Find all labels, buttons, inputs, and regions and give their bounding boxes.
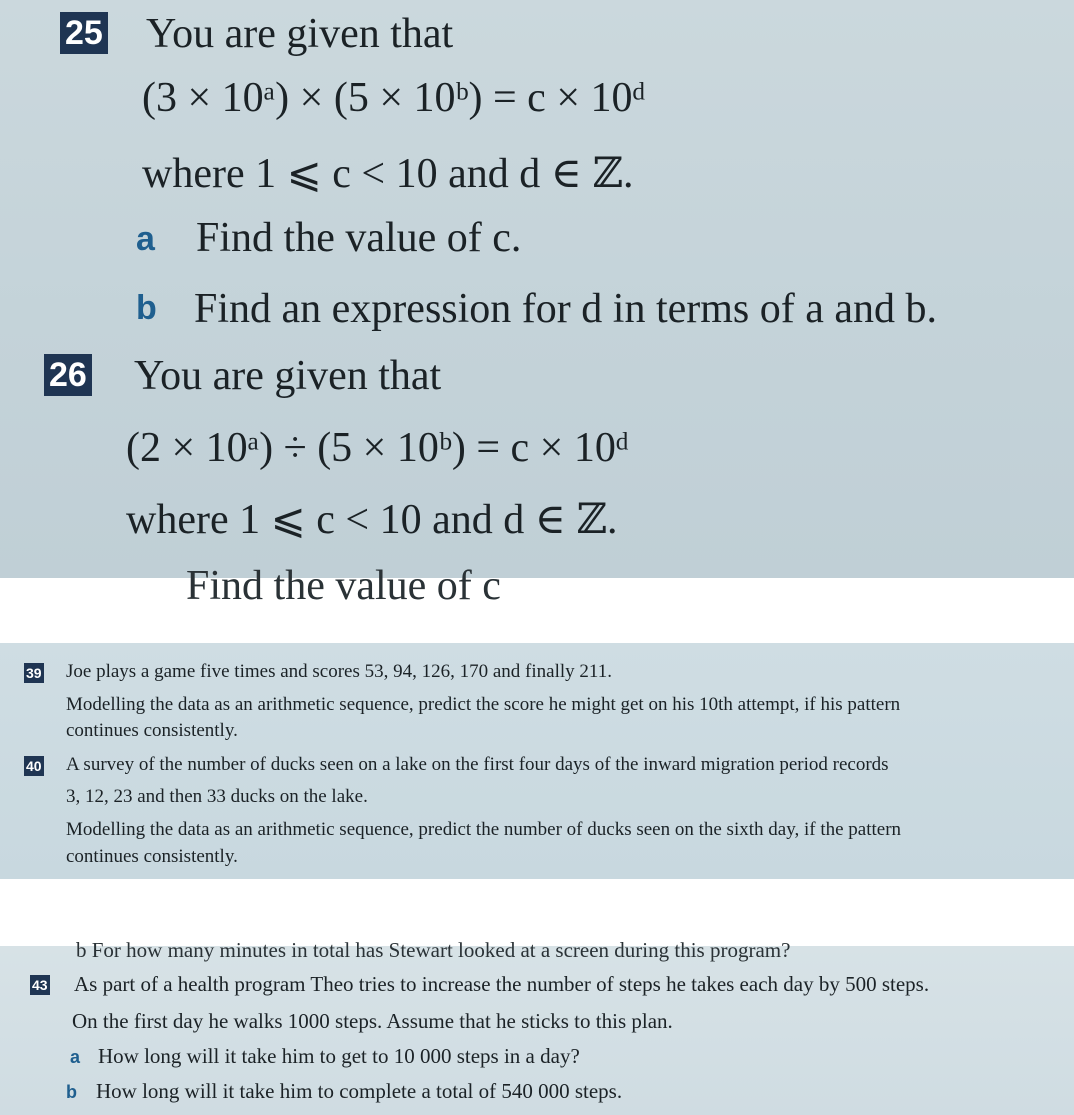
q39-line-1: Joe plays a game five times and scores 53, 94, 126, 170 and finally 211. [66, 661, 612, 682]
question-number-39: 39 [26, 665, 42, 681]
question-number-25: 25 [60, 12, 108, 54]
q40-line-4: continues consistently. [66, 846, 238, 867]
q25-part-b-text: Find an expression for d in terms of a and b. [194, 286, 938, 332]
q25-intro: You are given that [146, 11, 454, 57]
q43-part-a-text: How long will it take him to get to 10 000 steps in a day? [98, 1044, 580, 1068]
textbook-panel-2 [0, 643, 1074, 879]
question-number-43: 43 [32, 977, 48, 993]
q40-line-1: A survey of the number of ducks seen on a lake on the first four days of the inward migration period records [66, 754, 889, 775]
q25-part-b-label: b [136, 289, 157, 327]
q39-line-2: Modelling the data as an arithmetic sequence, predict the score he might get on his 10th attempt, if his pattern [66, 694, 901, 715]
q40-line-2: 3, 12, 23 and then 33 ducks on the lake. [66, 786, 368, 807]
q43-line-2: On the first day he walks 1000 steps. Assume that he sticks to this plan. [72, 1009, 673, 1033]
q43-part-b-label: b [66, 1082, 77, 1102]
q26-part-a-cutoff: Find the value of c [186, 563, 501, 609]
q25-part-a-label: a [136, 220, 155, 258]
question-number-40: 40 [26, 758, 42, 774]
q25-part-a-text: Find the value of c. [196, 215, 522, 261]
q42-part-b-cutoff: b For how many minutes in total has Stewart looked at a screen during this program? [76, 938, 791, 962]
q39-line-3: continues consistently. [66, 720, 238, 741]
q26-intro: You are given that [134, 353, 442, 399]
q25-condition: where 1 ⩽ c < 10 and d ∈ ℤ. [142, 151, 634, 197]
q26-equation: (2 × 10ᵃ) ÷ (5 × 10ᵇ) = c × 10ᵈ [126, 425, 629, 471]
q25-equation: (3 × 10ᵃ) × (5 × 10ᵇ) = c × 10ᵈ [142, 75, 646, 121]
question-number-26: 26 [44, 354, 92, 396]
q40-line-3: Modelling the data as an arithmetic sequence, predict the number of ducks seen on the sixth day, if the pattern [66, 819, 902, 840]
q43-line-1: As part of a health program Theo tries to increase the number of steps he takes each day by 500 steps. [74, 972, 930, 996]
q26-condition: where 1 ⩽ c < 10 and d ∈ ℤ. [126, 497, 618, 543]
q43-part-a-label: a [70, 1047, 81, 1067]
textbook-panel-3 [0, 938, 1074, 1115]
q43-part-b-text: How long will it take him to complete a total of 540 000 steps. [96, 1079, 623, 1103]
